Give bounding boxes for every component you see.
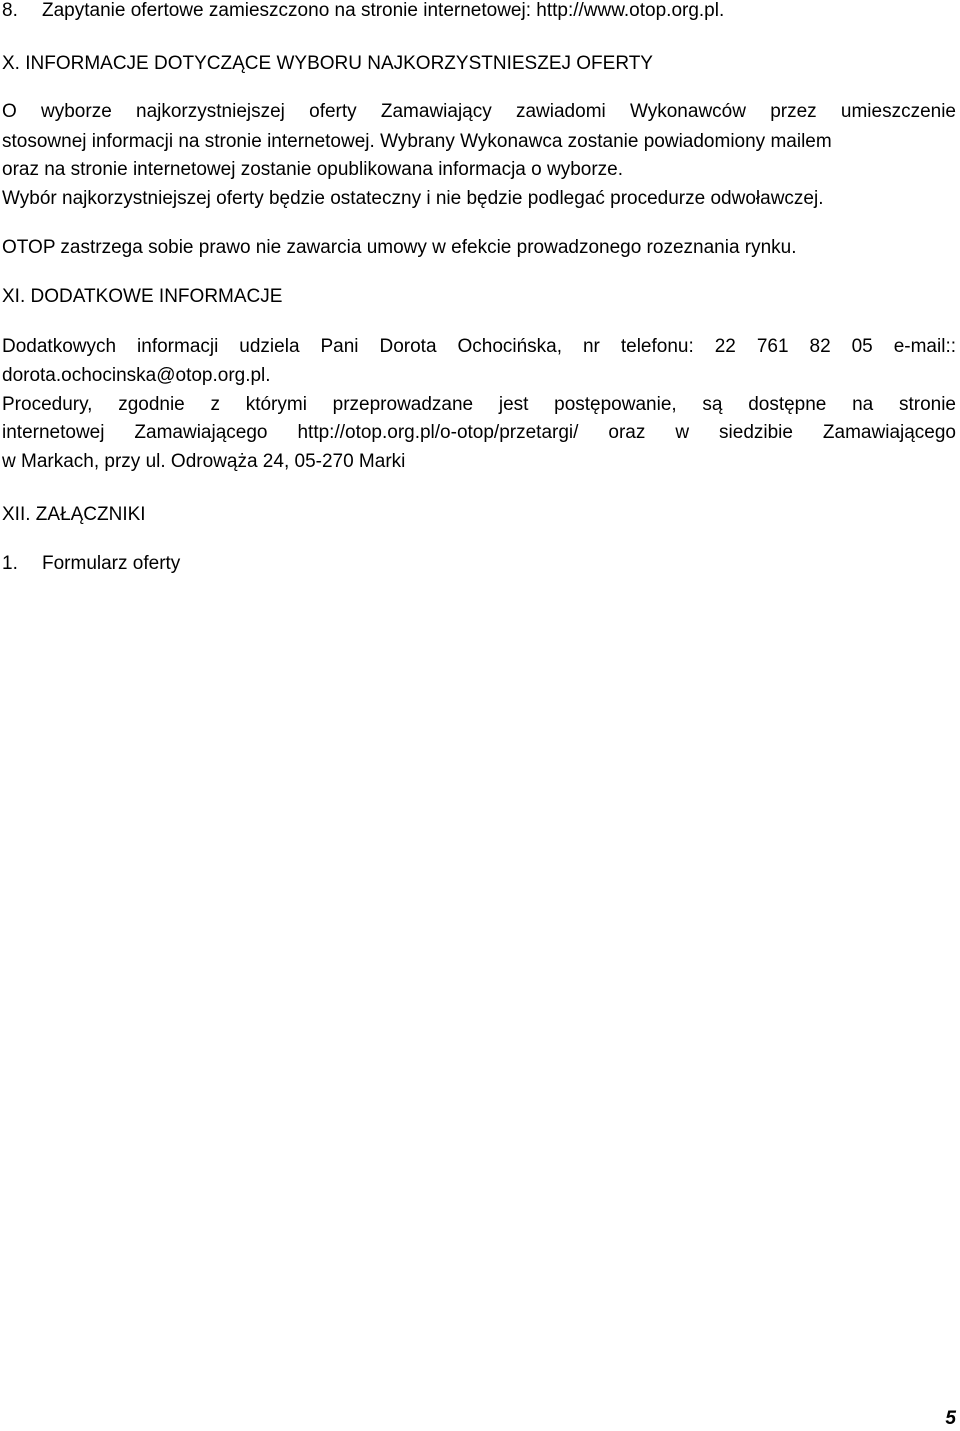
section-11-procedure-line-1: Procedury, zgodnie z którymi przeprowadzane jest postępowanie, są dostępne na stronie — [2, 394, 956, 415]
section-10-line-2: stosownej informacji na stronie internetowej. Wybrany Wykonawca zostanie powiadomiony mailem — [2, 131, 832, 152]
item-8-text: Zapytanie ofertowe zamieszczono na stronie internetowej: http://www.otop.org.pl. — [42, 0, 725, 21]
section-10-line-5: OTOP zastrzega sobie prawo nie zawarcia umowy w efekcie prowadzonego rozeznania rynku. — [2, 237, 797, 258]
section-12-heading: XII. ZAŁĄCZNIKI — [2, 504, 146, 525]
section-10-line-4: Wybór najkorzystniejszej oferty będzie ostateczny i nie będzie podlegać procedurze odwoławczej. — [2, 188, 824, 209]
attachment-item-number: 1. — [2, 553, 18, 574]
section-11-contact-line-1: Dodatkowych informacji udziela Pani Dorota Ochocińska, nr telefonu: 22 761 82 05 e-mail:: — [2, 336, 956, 357]
page-number: 5 — [945, 1408, 956, 1429]
section-11-procedure-line-2: internetowej Zamawiającego http://otop.org.pl/o-otop/przetargi/ oraz w siedzibie Zamawiającego — [2, 422, 956, 443]
item-8 — [2, 0, 956, 23]
section-11-procedure-line-3: w Markach, przy ul. Odrowąża 24, 05-270 Marki — [2, 451, 406, 472]
item-8-number: 8. — [2, 0, 18, 21]
section-11-contact-line-2: dorota.ochocinska@otop.org.pl. — [2, 365, 271, 386]
attachment-item — [2, 552, 956, 576]
section-11-heading: XI. DODATKOWE INFORMACJE — [2, 286, 283, 307]
section-10-line-3: oraz na stronie internetowej zostanie opublikowana informacja o wyborze. — [2, 159, 624, 180]
section-10-heading: X. INFORMACJE DOTYCZĄCE WYBORU NAJKORZYSTNIESZEJ OFERTY — [2, 53, 653, 74]
attachment-item-text: Formularz oferty — [42, 553, 181, 574]
section-10-line-1: O wyborze najkorzystniejszej oferty Zamawiający zawiadomi Wykonawców przez umieszczenie — [2, 101, 956, 122]
